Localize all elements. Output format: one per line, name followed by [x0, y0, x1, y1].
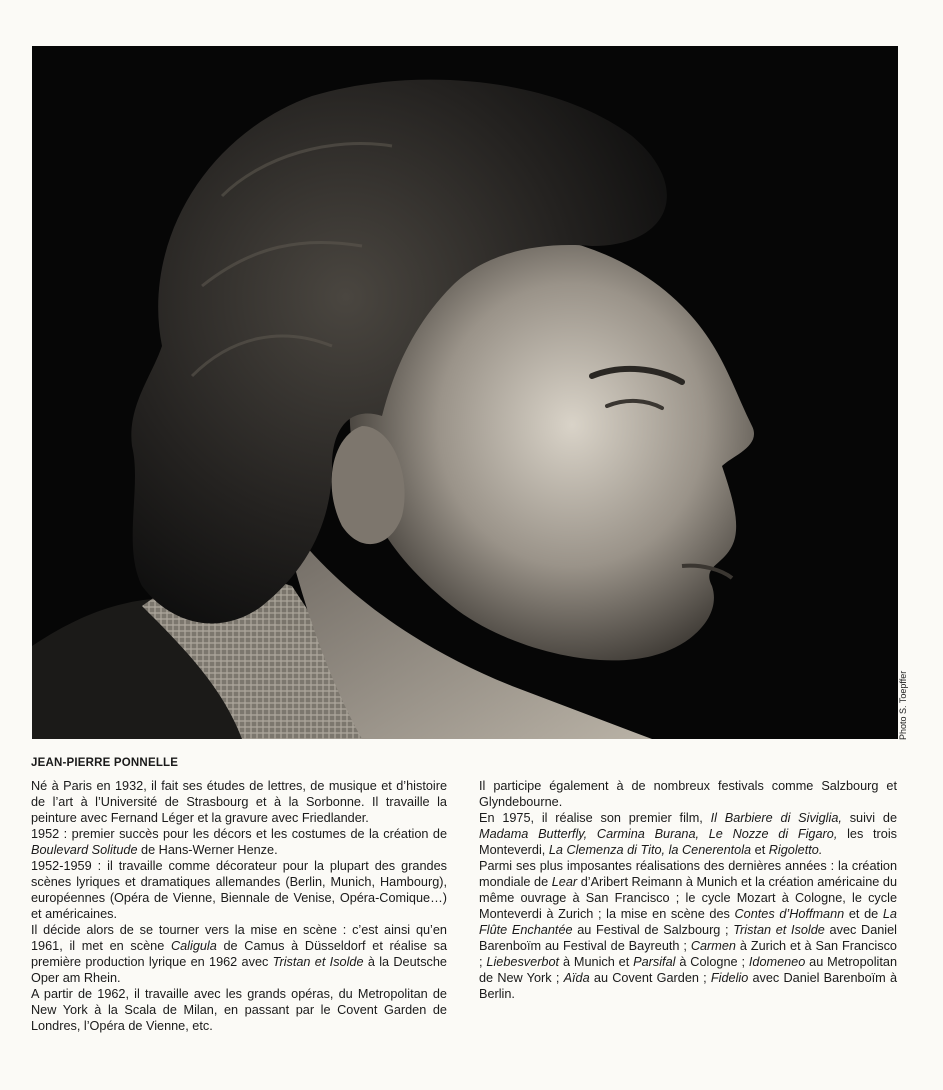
paragraph-1952: 1952 : premier succès pour les décors et les costumes de la création de Boulevard Solitude de Hans-Werner Henze. [31, 827, 447, 857]
left-column [31, 778, 447, 1034]
paragraph-1961: Il décide alors de se tourner vers la mise en scène : c’est ainsi qu’en 1961, il met en scène Caligula de Camus à Düsseldorf et réalise sa première production lyrique en 1962 avec Tristan et Isolde à la Deutsche Oper am Rhein. [31, 923, 448, 985]
paragraph-festivals: Il participe également à de nombreux festivals comme Salzbourg et Glyndebourne. [479, 779, 897, 809]
photo-credit [898, 660, 912, 740]
right-column [479, 778, 897, 1002]
portrait-photo [32, 46, 898, 739]
paragraph-recent: Parmi ses plus imposantes réalisations des dernières années : la création mondiale de Lear d’Aribert Reimann à Munich et la création américaine du même ouvrage à San Francisco ; le cycle Mozart à Cologne, le cycle Monteverdi à Zurich ; la mise en scène des Contes d’Hoffmann et de La Flûte Enchantée au Festival de Salzbourg ; Tristan et Isolde avec Daniel Barenboïm au Festival de Bayreuth ; Carmen à Zurich et à San Francisco ; Liebesverbot à Munich et Parsifal à Cologne ; Idomeneo au Metropolitan de New York ; Aïda au Covent Garden ; Fidelio avec Daniel Barenboïm à Berlin. [479, 859, 898, 1001]
paragraph-birth: Né à Paris en 1932, il fait ses études de lettres, de musique et d’histoire de l’art à l’Université de Strasbourg et à la Sorbonne. Il travaille la peinture avec Fernand Léger et la gravure avec Friedlander. [31, 779, 447, 825]
portrait-illustration [32, 46, 898, 739]
photo-credit-text: Photo S. Toepffer [898, 670, 908, 740]
paragraph-films: En 1975, il réalise son premier film, Il Barbiere di Siviglia, suivi de Madama Butterfly, Carmina Burana, Le Nozze di Figaro, les trois Monteverdi, La Clemenza di Tito, la Cenerentola et Rigoletto. [479, 811, 897, 857]
article-title: JEAN-PIERRE PONNELLE [31, 757, 179, 769]
paragraph-1952-1959: 1952-1959 : il travaille comme décorateur pour la plupart des grandes scènes lyriques et dramatiques allemandes (Berlin, Munich, Hambourg), européennes (Opéra de Vienne, Biennale de Venise, Opéra-Comique…) et américaines. [31, 859, 447, 921]
paragraph-1962: A partir de 1962, il travaille avec les grands opéras, du Metropolitan de New York à la Scala de Milan, en passant par le Covent Garden de Londres, l’Opéra de Vienne, etc. [31, 987, 447, 1033]
